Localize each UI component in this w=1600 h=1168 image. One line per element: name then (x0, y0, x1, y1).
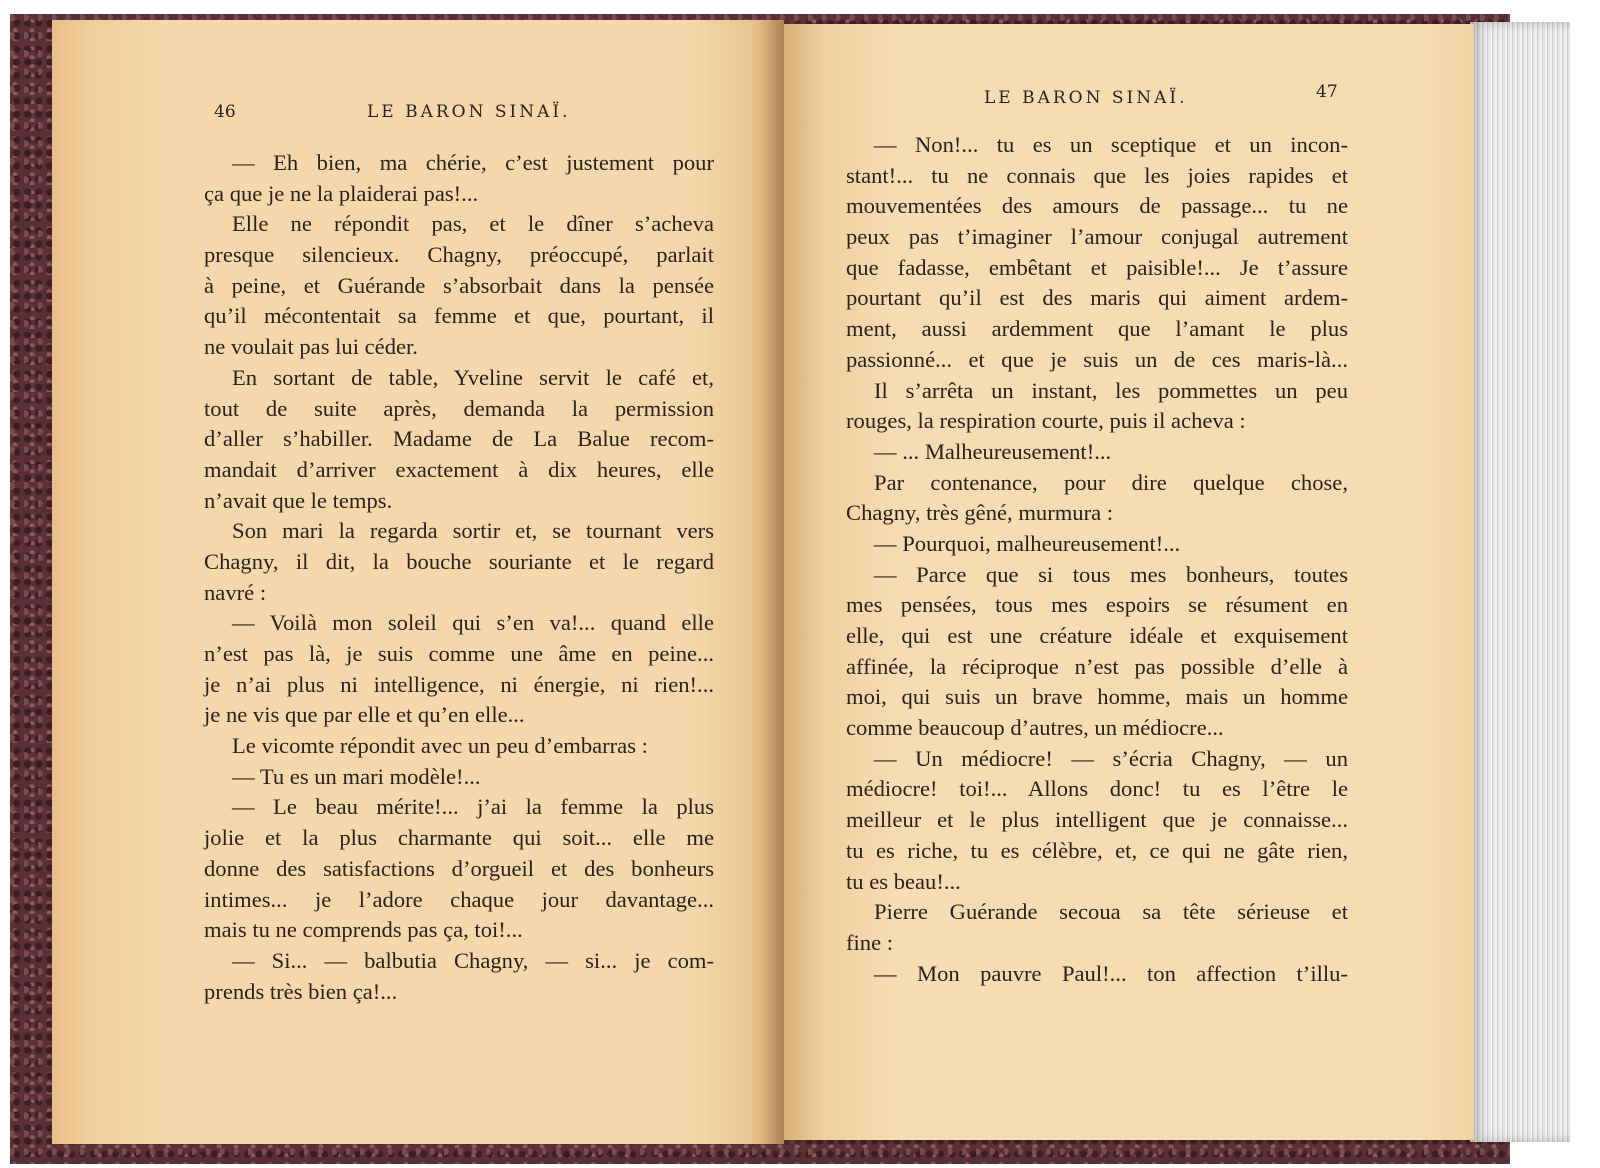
text-line: mes pensées, tous mes espoirs se résument en (846, 592, 1348, 618)
page-number: 46 (214, 102, 236, 122)
text-line: presque silencieux. Chagny, préoccupé, parlait (204, 242, 714, 268)
text-line: ça que je ne la plaiderai pas!... (204, 180, 479, 206)
page-number: 47 (1316, 82, 1338, 102)
text-line: Il s’arrêta un instant, les pommettes un peu (874, 377, 1348, 403)
text-line: passionné... et que je suis un de ces maris-là... (846, 346, 1348, 372)
text-line: n’est pas là, je suis comme une âme en peine... (204, 641, 714, 666)
text-line: Son mari la regarda sortir et, se tournant vers (232, 518, 714, 544)
text-line: affinée, la réciproque n’est pas possible d’elle à (846, 653, 1348, 679)
text-line: moi, qui suis un brave homme, mais un homme (846, 684, 1348, 710)
text-line: médiocre! toi!... Allons donc! tu es l’être le (846, 776, 1348, 802)
text-line: prends très bien ça!... (204, 978, 398, 1004)
text-line: ne voulait pas lui céder. (204, 334, 418, 360)
text-line: — Le beau mérite!... j’ai la femme la plus (232, 794, 714, 820)
text-line: — ... Malheureusement!... (874, 438, 1112, 464)
text-line: intimes... je l’adore chaque jour davantage... (204, 886, 714, 912)
text-line: tu es beau!... (846, 868, 961, 894)
text-line: Pierre Guérande secoua sa tête sérieuse et (874, 899, 1348, 925)
text-line: — Non!... tu es un sceptique et un incon- (874, 132, 1348, 157)
text-line: En sortant de table, Yveline servit le café et, (232, 364, 714, 390)
text-line: rouges, la respiration courte, puis il acheva : (846, 408, 1246, 434)
text-line: Par contenance, pour dire quelque chose, (874, 469, 1348, 495)
text-line: tu es riche, tu es célèbre, et, ce qui ne gâte rien, (846, 837, 1348, 863)
text-line: — Pourquoi, malheureusement!... (874, 530, 1181, 556)
text-line: Chagny, très gêné, murmura : (846, 500, 1114, 526)
text-line: jolie et la plus charmante qui soit... elle me (204, 825, 714, 851)
text-line: Le vicomte répondit avec un peu d’embarras : (232, 733, 648, 759)
text-line: que fadasse, embêtant et paisible!... Je t’assure (846, 254, 1348, 280)
text-line: je ne vis que par elle et qu’en elle... (204, 702, 525, 728)
left-page (52, 20, 784, 1144)
text-line: mais tu ne comprends pas ça, toi!... (204, 917, 523, 943)
text-line: qu’il mécontentait sa femme et que, pourtant, il (204, 303, 714, 329)
text-line: — Mon pauvre Paul!... ton affection t’illu- (874, 960, 1348, 986)
text-line: d’aller s’habiller. Madame de La Balue recom- (204, 426, 714, 452)
text-line: — Voilà mon soleil qui s’en va!... quand elle (232, 610, 714, 636)
right-page (784, 24, 1474, 1140)
text-line: — Tu es un mari modèle!... (232, 763, 481, 789)
text-line: Elle ne répondit pas, et le dîner s’acheva (232, 211, 714, 237)
running-head: LE BARON SINAÏ. (984, 88, 1188, 108)
text-line: — Un médiocre! — s’écria Chagny, — un (874, 745, 1348, 771)
running-head: LE BARON SINAÏ. (367, 102, 571, 122)
text-line: mandait d’arriver exactement à dix heures, elle (204, 456, 714, 482)
text-line: je n’ai plus ni intelligence, ni énergie, ni rien!... (204, 671, 714, 697)
text-line: — Parce que si tous mes bonheurs, toutes (874, 561, 1348, 587)
text-line: Chagny, il dit, la bouche souriante et le regard (204, 548, 714, 574)
text-line: pourtant qu’il est des maris qui aiment ardem- (846, 285, 1348, 311)
text-line: à peine, et Guérande s’absorbait dans la pensée (204, 272, 714, 298)
text-line: navré : (204, 579, 267, 605)
text-line: peux pas t’imaginer l’amour conjugal autrement (846, 224, 1348, 250)
text-line: — Eh bien, ma chérie, c’est justement pour (232, 150, 714, 175)
text-line: comme beaucoup d’autres, un médiocre... (846, 715, 1224, 741)
text-line: stant!... tu ne connais que les joies rapides et (846, 162, 1348, 188)
text-line: n’avait que le temps. (204, 487, 393, 513)
text-line: — Si... — balbutia Chagny, — si... je com- (232, 947, 714, 973)
text-line: mouvementées des amours de passage... tu ne (846, 193, 1348, 219)
text-line: fine : (846, 929, 894, 955)
page-edges (1470, 22, 1570, 1142)
text-line: meilleur et le plus intelligent que je connaisse... (846, 807, 1348, 833)
text-line: donne des satisfactions d’orgueil et des bonheurs (204, 855, 714, 881)
page-text (846, 130, 1348, 989)
text-line: ment, aussi ardemment que l’amant le plus (846, 316, 1348, 342)
text-line: elle, qui est une créature idéale et exquisement (846, 623, 1348, 648)
text-line: tout de suite après, demanda la permission (204, 395, 714, 421)
page-text (204, 148, 714, 1007)
